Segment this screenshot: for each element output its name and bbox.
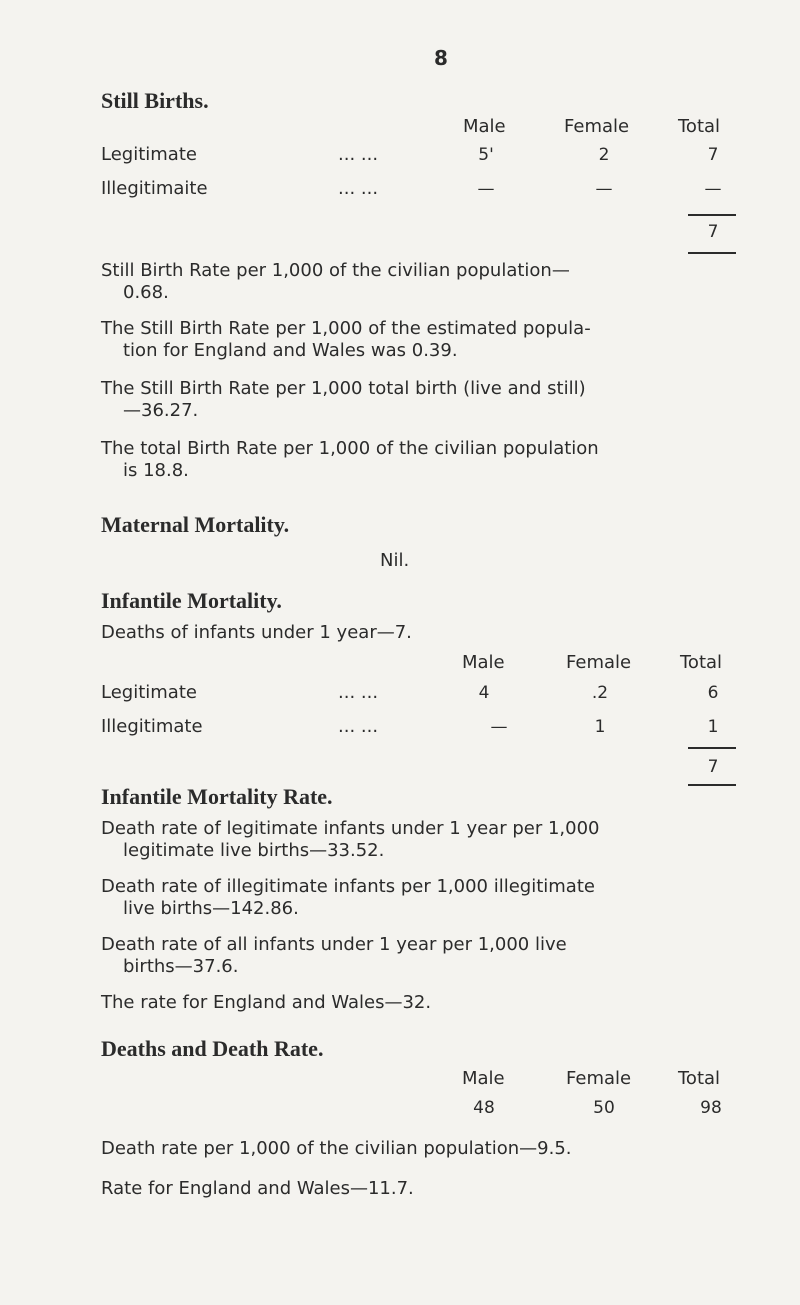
still-births-male-value: 5' — [478, 145, 494, 165]
infantile-male-value: 4 — [478, 683, 490, 703]
infantile-col-female: Female — [566, 652, 632, 673]
paragraph-line: Death rate of all infants under 1 year per 1,000 live — [101, 934, 567, 955]
paragraph-line: The Still Birth Rate per 1,000 of the estimated popula- — [101, 318, 591, 339]
infantile-total-value: 1 — [707, 717, 719, 737]
infantile-rate-heading: Infantile Mortality Rate. — [101, 784, 333, 809]
deaths-col-female: Female — [566, 1068, 632, 1089]
paragraph-line: Death rate of illegitimate infants per 1,000 illegitimate — [101, 876, 595, 897]
infantile-mortality-intro: Deaths of infants under 1 year—7. — [101, 622, 412, 643]
paragraph — [101, 378, 761, 422]
paragraph — [101, 438, 761, 482]
deaths-col-total: Total — [678, 1068, 721, 1089]
still-births-female-value: 2 — [598, 145, 610, 165]
total-rule — [688, 784, 736, 786]
deaths-rate-line: Death rate per 1,000 of the civilian population—9.5. — [101, 1138, 572, 1159]
paragraph-line: is 18.8. — [123, 460, 189, 481]
page-number: 8 — [434, 46, 448, 70]
still-births-col-female: Female — [564, 116, 630, 137]
infantile-male-value: — — [490, 717, 508, 737]
still-births-row-label: Illegitimaite — [101, 178, 208, 199]
still-births-total-value: 7 — [707, 145, 719, 165]
infantile-female-value: .2 — [591, 683, 609, 703]
deaths-male-value: 48 — [473, 1098, 495, 1118]
deaths-col-male: Male — [462, 1068, 505, 1089]
leader-dots: ... ... — [338, 716, 379, 737]
still-births-col-male: Male — [463, 116, 506, 137]
paragraph-line: births—37.6. — [123, 956, 239, 977]
still-births-col-total: Total — [678, 116, 721, 137]
total-rule — [688, 214, 736, 216]
leader-dots: ... ... — [338, 682, 379, 703]
infantile-grand-total: 7 — [707, 757, 719, 777]
infantile-row-label: Illegitimate — [101, 716, 203, 737]
deaths-female-value: 50 — [593, 1098, 615, 1118]
maternal-mortality-heading: Maternal Mortality. — [101, 512, 290, 537]
paragraph-line: 0.68. — [123, 282, 169, 303]
still-births-row-label: Legitimate — [101, 144, 197, 165]
still-births-female-value: — — [595, 179, 613, 199]
paragraph-line: tion for England and Wales was 0.39. — [123, 340, 458, 361]
still-births-grand-total: 7 — [707, 222, 719, 242]
paragraph — [101, 818, 761, 862]
infantile-row-label: Legitimate — [101, 682, 197, 703]
paragraph-line: live births—142.86. — [123, 898, 299, 919]
paragraph-line: The total Birth Rate per 1,000 of the civilian population — [101, 438, 599, 459]
infantile-mortality-heading: Infantile Mortality. — [101, 588, 282, 613]
paragraph — [101, 876, 761, 920]
deaths-total-value: 98 — [700, 1098, 722, 1118]
deaths-rate-line: Rate for England and Wales—11.7. — [101, 1178, 414, 1199]
paragraph-line: The Still Birth Rate per 1,000 total birth (live and still) — [101, 378, 586, 399]
total-rule — [688, 252, 736, 254]
infantile-col-total: Total — [680, 652, 723, 673]
paragraph-line: —36.27. — [123, 400, 199, 421]
paragraph-line: Death rate of legitimate infants under 1 year per 1,000 — [101, 818, 600, 839]
paragraph-line: legitimate live births—33.52. — [123, 840, 385, 861]
total-rule — [688, 747, 736, 749]
still-births-total-value: — — [704, 179, 722, 199]
infantile-female-value: 1 — [594, 717, 606, 737]
leader-dots: ... ... — [338, 144, 379, 165]
paragraph — [101, 934, 761, 978]
infantile-col-male: Male — [462, 652, 505, 673]
paragraph-line: Still Birth Rate per 1,000 of the civilian population— — [101, 260, 570, 281]
infantile-total-value: 6 — [707, 683, 719, 703]
paragraph — [101, 260, 761, 304]
maternal-mortality-value: Nil. — [380, 550, 410, 571]
deaths-heading: Deaths and Death Rate. — [101, 1036, 324, 1061]
paragraph — [101, 992, 761, 1014]
paragraph — [101, 318, 761, 362]
paragraph-line: The rate for England and Wales—32. — [101, 992, 432, 1013]
still-births-heading: Still Births. — [101, 88, 209, 113]
leader-dots: ... ... — [338, 178, 379, 199]
still-births-male-value: — — [477, 179, 495, 199]
